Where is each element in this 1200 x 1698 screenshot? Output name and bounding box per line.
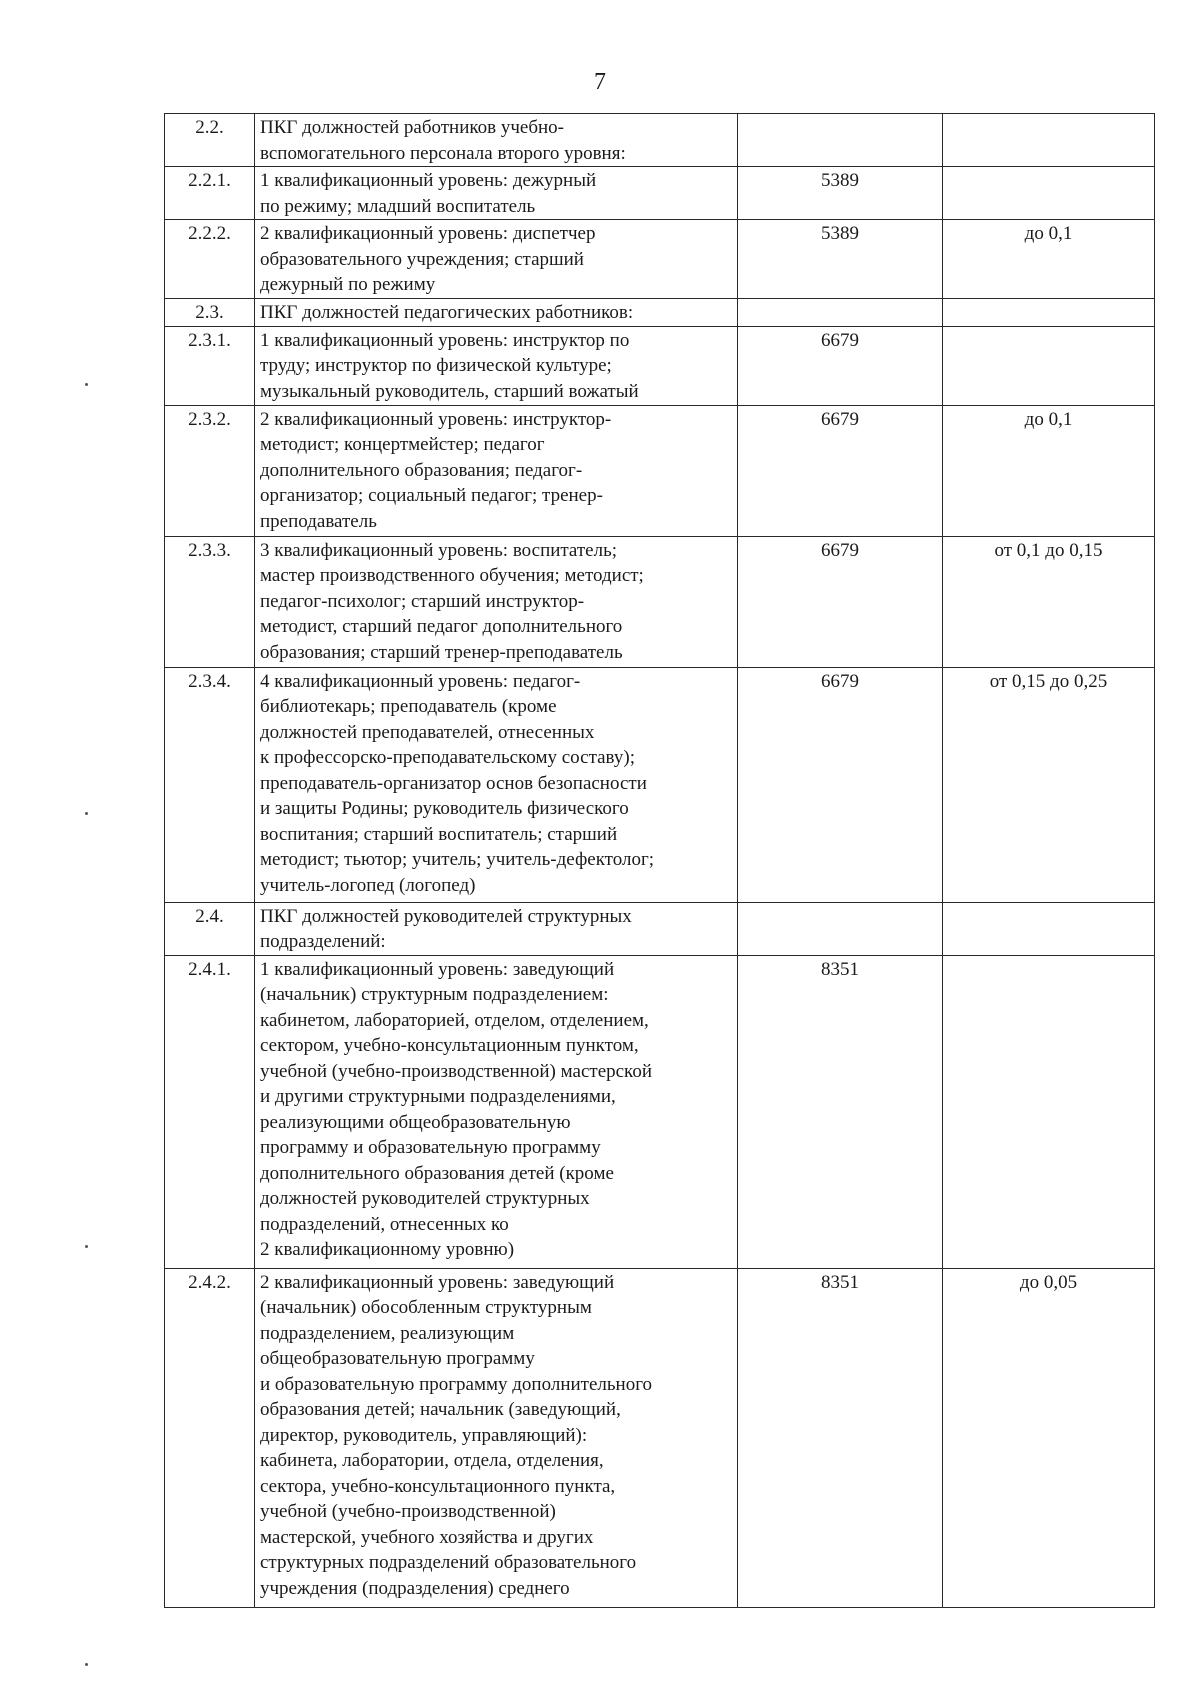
row-salary: 5389: [738, 167, 943, 220]
row-number: 2.4.2.: [165, 1268, 255, 1607]
margin-mark: [85, 812, 88, 815]
row-coefficient: [943, 326, 1155, 405]
row-description: 1 квалификационный уровень: заведующий (начальник) структурным подразделением: кабинетом, лабораторией, отделом, отделением, сектором, учебно-консультационным пунктом, учебной (учебно-производственной) мастерской и другими структурными подразделениями, реализующими общеобразовательную программу и образовательную программу дополнительного образования детей (кроме должностей руководителей структурных подразделений, отнесенных ко 2 квалификационному уровню): [255, 955, 738, 1268]
row-coefficient: до 0,1: [943, 220, 1155, 299]
row-salary: 6679: [738, 326, 943, 405]
row-number: 2.3.4.: [165, 667, 255, 902]
row-coefficient: [943, 902, 1155, 955]
row-number: 2.2.1.: [165, 167, 255, 220]
row-coefficient: до 0,1: [943, 405, 1155, 536]
row-description: 3 квалификационный уровень: воспитатель; мастер производственного обучения; методист; педагог-психолог; старший инструктор- методист, старший педагог дополнительного образования; старший тренер-преподаватель: [255, 536, 738, 667]
row-description: 4 квалификационный уровень: педагог- библиотекарь; преподаватель (кроме должностей преподавателей, отнесенных к профессорско-преподавательскому составу); преподаватель-организатор основ безопасности и защиты Родины; руководитель физического воспитания; старший воспитатель; старший методист; тьютор; учитель; учитель-дефектолог; учитель-логопед (логопед): [255, 667, 738, 902]
table-row: [165, 326, 1155, 405]
page-number: 7: [594, 69, 606, 95]
row-coefficient: от 0,1 до 0,15: [943, 536, 1155, 667]
row-salary: 8351: [738, 1268, 943, 1607]
row-number: 2.3.: [165, 299, 255, 327]
row-salary: 6679: [738, 667, 943, 902]
row-description: 1 квалификационный уровень: дежурный по режиму; младший воспитатель: [255, 167, 738, 220]
margin-mark: [85, 383, 88, 386]
row-coefficient: [943, 955, 1155, 1268]
table-row: [165, 220, 1155, 299]
row-number: 2.3.2.: [165, 405, 255, 536]
table-row: [165, 167, 1155, 220]
margin-mark: [85, 1245, 88, 1248]
row-salary: 6679: [738, 405, 943, 536]
row-number: 2.2.2.: [165, 220, 255, 299]
row-description: ПКГ должностей педагогических работников:: [255, 299, 738, 327]
row-salary: 5389: [738, 220, 943, 299]
row-number: 2.3.1.: [165, 326, 255, 405]
row-coefficient: [943, 167, 1155, 220]
positions-table: [164, 113, 1155, 1608]
table-row: [165, 667, 1155, 902]
row-description: 2 квалификационный уровень: заведующий (начальник) обособленным структурным подразделением, реализующим общеобразовательную программу и образовательную программу дополнительного образования детей; начальник (заведующий, директор, руководитель, управляющий): кабинета, лаборатории, отдела, отделения, сектора, учебно-консультационного пункта, учебной (учебно-производственной) мастерской, учебного хозяйства и других структурных подразделений образовательного учреждения (подразделения) среднего: [255, 1268, 738, 1607]
row-coefficient: до 0,05: [943, 1268, 1155, 1607]
row-number: 2.3.3.: [165, 536, 255, 667]
row-description: 2 квалификационный уровень: диспетчер образовательного учреждения; старший дежурный по режиму: [255, 220, 738, 299]
row-number: 2.4.: [165, 902, 255, 955]
row-description: 1 квалификационный уровень: инструктор по труду; инструктор по физической культуре; музыкальный руководитель, старший вожатый: [255, 326, 738, 405]
table-row: [165, 955, 1155, 1268]
row-salary: 8351: [738, 955, 943, 1268]
row-number: 2.2.: [165, 114, 255, 167]
row-number: 2.4.1.: [165, 955, 255, 1268]
row-description: 2 квалификационный уровень: инструктор- методист; концертмейстер; педагог дополнительного образования; педагог- организатор; социальный педагог; тренер- преподаватель: [255, 405, 738, 536]
table-row: [165, 902, 1155, 955]
table-row: [165, 405, 1155, 536]
row-coefficient: от 0,15 до 0,25: [943, 667, 1155, 902]
row-coefficient: [943, 299, 1155, 327]
row-salary: [738, 902, 943, 955]
margin-mark: [85, 1663, 88, 1666]
table-row: [165, 114, 1155, 167]
table-row: [165, 299, 1155, 327]
table-row: [165, 1268, 1155, 1607]
table-row: [165, 536, 1155, 667]
row-salary: 6679: [738, 536, 943, 667]
row-description: ПКГ должностей руководителей структурных подразделений:: [255, 902, 738, 955]
row-salary: [738, 299, 943, 327]
row-salary: [738, 114, 943, 167]
row-description: ПКГ должностей работников учебно- вспомогательного персонала второго уровня:: [255, 114, 738, 167]
row-coefficient: [943, 114, 1155, 167]
